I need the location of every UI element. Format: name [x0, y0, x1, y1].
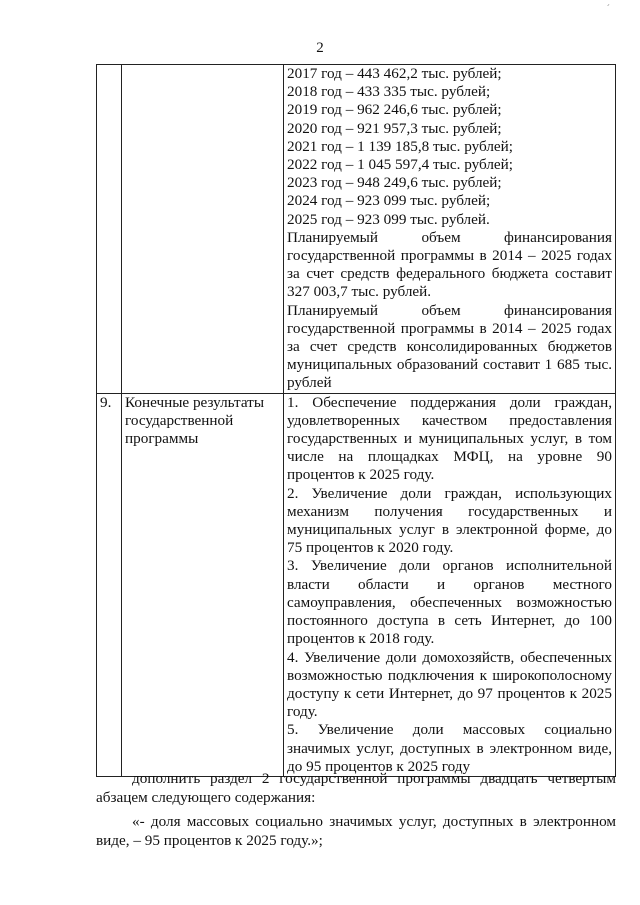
corner-mark: ´ [606, 4, 610, 15]
year-line: 2025 год – 923 099 тыс. рублей. [287, 210, 490, 228]
quoted-paragraph: «- доля массовых социально значимых услуг, доступных в электронном виде, – 95 процентов к 2025 году.»; [96, 813, 616, 849]
financing-cell [284, 65, 616, 394]
row-number-cell: 9. [97, 393, 122, 776]
result-item: 1. Обеспечение поддержания доли граждан, удовлетворенных качеством предоставления государственных и муниципальных услуг, в том числе на площадках МФЦ, на уровне 90 процентов к 2025 году. [287, 393, 612, 484]
result-item: 4. Увеличение доли домохозяйств, обеспеченных возможностью подключения к широкополосному доступу к сети Интернет, до 97 процентов к 2025 году. [287, 648, 612, 721]
year-line: 2019 год – 962 246,6 тыс. рублей; [287, 101, 502, 119]
row-name-cell [122, 65, 284, 394]
table-row [97, 65, 616, 394]
result-item: 5. Увеличение доли массовых социально значимых услуг, доступных в электронном виде, до 95 процентов к 2025 году [287, 721, 612, 775]
amendment-paragraph: дополнить раздел 2 государственной программы двадцать четвертым абзацем следующего содержания: [96, 770, 616, 806]
year-line: 2018 год – 433 335 тыс. рублей; [287, 83, 491, 101]
year-line: 2020 год – 921 957,3 тыс. рублей; [287, 119, 502, 137]
year-line: 2022 год – 1 045 597,4 тыс. рублей; [287, 156, 514, 174]
year-line: 2021 год – 1 139 185,8 тыс. рублей; [287, 137, 514, 155]
municipal-financing-paragraph: Планируемый объем финансирования государственной программы в 2014 – 2025 годах за счет средств консолидированных бюджетов муниципальных образований составит 1 685 тыс. рублей [287, 301, 612, 392]
table-row [97, 393, 616, 776]
result-item: 3. Увеличение доли органов исполнительной власти области и органов местного самоуправления, обеспеченных возможностью постоянного доступа в сеть Интернет, до 100 процентов к 2018 году. [287, 557, 612, 648]
year-line: 2023 год – 948 249,6 тыс. рублей; [287, 174, 502, 192]
results-cell [284, 393, 616, 776]
result-item: 2. Увеличение доли граждан, использующих механизм получения государственных и муниципальных услуг в электронной форме, до 75 процентов к 2020 году. [287, 484, 612, 557]
row-number-cell [97, 65, 122, 394]
federal-financing-paragraph: Планируемый объем финансирования государственной программы в 2014 – 2025 годах за счет средств федерального бюджета составит 327 003,7 тыс. рублей. [287, 228, 612, 301]
page-number: 2 [316, 40, 324, 56]
year-line: 2017 год – 443 462,2 тыс. рублей; [287, 65, 502, 82]
year-line: 2024 год – 923 099 тыс. рублей; [287, 192, 491, 210]
program-table [96, 64, 616, 777]
row-name-cell: Конечные результаты государственной программы [122, 393, 284, 776]
